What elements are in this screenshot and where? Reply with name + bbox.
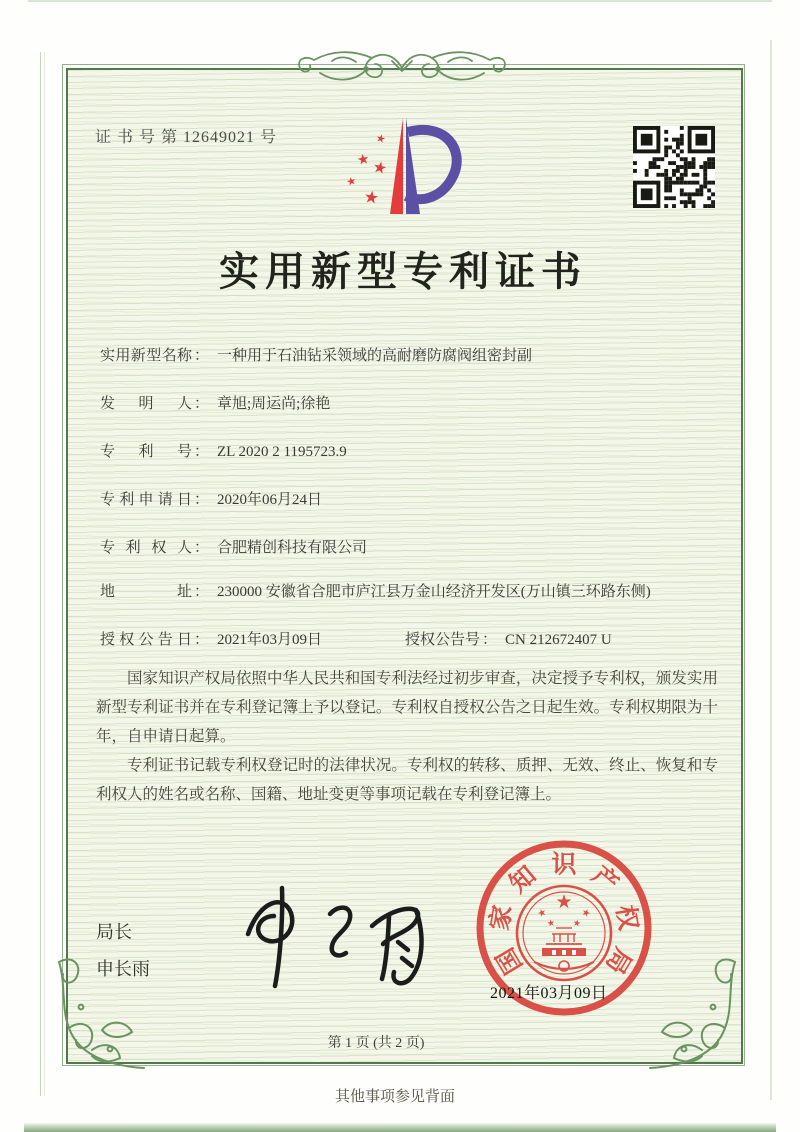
field-colon: ： [194,348,210,364]
svg-text:★: ★ [579,906,593,921]
field-label: 专利申请日 [100,492,192,508]
cnipa-logo-icon [330,110,480,232]
field-row-grant-date-number [100,629,612,652]
signature-autograph [222,880,436,994]
svg-text:★: ★ [546,918,557,930]
field-colon: ： [194,492,210,508]
field-label: 地址 [100,584,192,600]
svg-text:★: ★ [355,150,371,169]
svg-text:知: 知 [504,861,542,899]
field-colon: ： [194,540,210,556]
field-label: 专利权人 [100,540,192,556]
bottom-right-flourish-ornament [648,950,744,1074]
svg-text:局: 局 [599,942,637,979]
svg-text:权: 权 [610,903,642,933]
field-label: 授权公告号 [405,632,481,648]
field-row-patentee [100,537,367,560]
field-value: 230000 安徽省合肥市庐江县万金山经济开发区(万山镇三环路东侧) [217,584,651,600]
field-colon: ： [194,396,210,412]
grant-statement [96,664,718,809]
paper-edge-left [40,52,41,1096]
svg-text:家: 家 [486,903,518,933]
certificate-title: 实用新型专利证书 [219,249,587,294]
field-value: 2021年03月09日 [217,632,323,648]
field-row-inventors [100,393,330,416]
svg-text:★: ★ [374,131,388,147]
paper-edge-right [770,40,772,1100]
paper-edge-left-inner [44,52,45,1096]
paper-edge-bottom [24,1123,776,1132]
commissioner-title: 局长 [96,922,132,942]
field-row-address [100,581,667,604]
svg-text:产: 产 [586,861,624,899]
svg-text:★: ★ [371,156,390,179]
svg-text:国: 国 [491,942,529,979]
field-label: 发明人 [100,396,192,412]
certificate-number-suffix: 号 [260,129,278,146]
paragraph: 专利证书记载专利权登记时的法律状况。专利权的转移、质押、无效、终止、恢复和专利权人的姓名或名称、国籍、地址变更等事项记载在专利登记簿上。 [96,757,718,803]
field-row-filing-date [100,489,322,512]
top-flourish-ornament [288,44,516,90]
field-value: 章旭;周运尚;徐艳 [217,396,331,412]
certificate-number [95,124,277,147]
svg-text:识: 识 [551,851,577,879]
svg-text:★: ★ [555,891,573,913]
back-note: 其他事项参见背面 [334,1089,455,1105]
svg-text:★: ★ [535,906,549,921]
paragraph: 国家知识产权局依照中华人民共和国专利法经过初步审查，决定授予专利权，颁发实用新型专利证书并在专利登记簿上予以登记。专利权自授权公告之日起生效。专利权期限为十年，自申请日起算。 [96,670,718,745]
field-group-grant-number [405,629,612,652]
field-label: 授权公告日 [100,632,192,648]
field-label: 专利号 [100,444,192,460]
svg-text:★: ★ [362,186,381,209]
svg-text:★: ★ [571,918,582,930]
qr-code [633,126,715,208]
field-value: ZL 2020 2 1195723.9 [217,444,347,460]
certificate-number-value: 12649021 [183,129,256,146]
field-value: 合肥精创科技有限公司 [217,540,368,556]
commissioner-name: 申长雨 [96,959,150,979]
field-colon: ： [194,632,210,648]
field-colon: ： [194,584,210,600]
commissioner-block [96,914,150,988]
field-row-patent-number [100,441,347,464]
field-value: 2020年06月24日 [217,492,323,508]
certificate-number-prefix: 证 书 号 第 [95,129,179,146]
svg-text:★: ★ [344,173,358,189]
field-value: CN 212672407 U [505,632,612,648]
field-colon: ： [194,444,210,460]
paper-edge-top [28,0,772,2]
field-value: 一种用于石油钻采领域的高耐磨防腐阀组密封副 [217,348,533,364]
page-number: 第 1 页 (共 2 页) [327,1036,425,1051]
field-row-utility-model-name [100,345,532,368]
field-label: 实用新型名称 [100,348,192,364]
seal-date: 2021年03月09日 [490,985,608,1002]
field-colon: ： [482,632,498,648]
